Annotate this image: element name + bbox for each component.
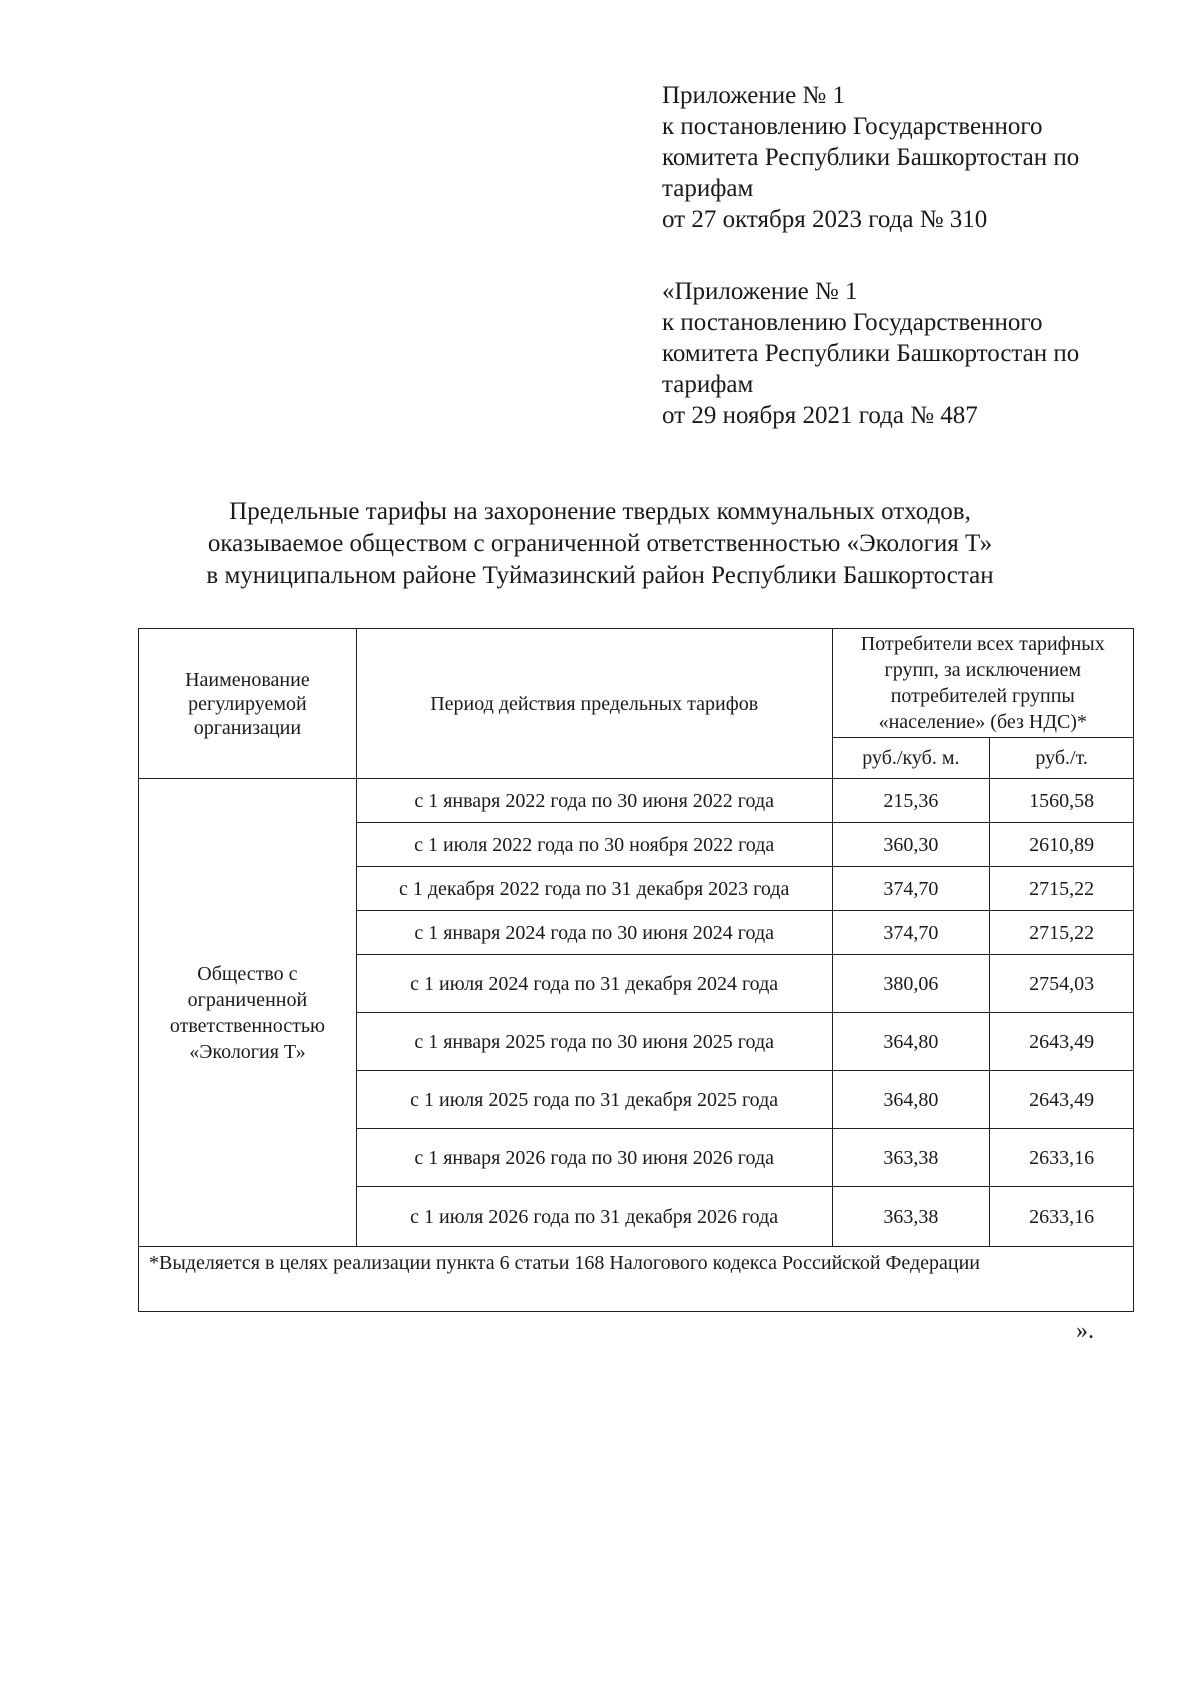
header-period: Период действия предельных тарифов: [356, 629, 832, 779]
title-line: оказываемое обществом с ограниченной ответственностью «Экология Т»: [207, 530, 993, 557]
header-organization: Наименование регулируемой организации: [139, 629, 357, 779]
tariff-volume-cell: 374,70: [832, 911, 990, 955]
tariff-volume-cell: 215,36: [832, 779, 990, 823]
annex-line: комитета Республики Башкортостан по: [662, 144, 1080, 171]
tariff-weight-cell: 2754,03: [990, 955, 1134, 1013]
period-cell: с 1 июля 2024 года по 31 декабря 2024 года: [356, 955, 832, 1013]
annex-line: к постановлению Государственного: [662, 113, 1043, 140]
footnote-row: [139, 1247, 1134, 1312]
table-row: [139, 779, 1134, 823]
tariff-volume-cell: 364,80: [832, 1013, 990, 1071]
tariff-volume-cell: 380,06: [832, 955, 990, 1013]
period-cell: с 1 января 2025 года по 30 июня 2025 года: [356, 1013, 832, 1071]
header-unit-weight: руб./т.: [990, 738, 1134, 779]
period-cell: с 1 декабря 2022 года по 31 декабря 2023 года: [356, 867, 832, 911]
annex-line: от 27 октября 2023 года № 310: [662, 206, 988, 233]
tariff-weight-cell: 2633,16: [990, 1129, 1134, 1187]
period-cell: с 1 января 2026 года по 30 июня 2026 года: [356, 1129, 832, 1187]
annex-line: тарифам: [662, 175, 754, 202]
header-consumers: Потребители всех тарифных групп, за исключением потребителей группы «население» (без НДС)*: [832, 629, 1133, 738]
annex-line: Приложение № 1: [662, 82, 846, 109]
tariff-weight-cell: 2715,22: [990, 867, 1134, 911]
table-header-row: [139, 629, 1134, 738]
annex-line: комитета Республики Башкортостан по: [662, 340, 1080, 367]
tariff-weight-cell: 2643,49: [990, 1013, 1134, 1071]
closing-quote-mark: ».: [1076, 1318, 1094, 1344]
tariff-weight-cell: 2633,16: [990, 1187, 1134, 1247]
tariff-volume-cell: 363,38: [832, 1187, 990, 1247]
tariff-volume-cell: 374,70: [832, 867, 990, 911]
annex-header-previous: [662, 276, 1162, 431]
annex-line: к постановлению Государственного: [662, 309, 1043, 336]
tariff-volume-cell: 363,38: [832, 1129, 990, 1187]
title-line: Предельные тарифы на захоронение твердых коммунальных отходов,: [229, 498, 971, 525]
tariff-weight-cell: 2610,89: [990, 823, 1134, 867]
annex-header-current: [662, 80, 1162, 235]
tariff-weight-cell: 1560,58: [990, 779, 1134, 823]
annex-line: тарифам: [662, 371, 754, 398]
tariff-table: [138, 628, 1134, 1312]
document-title: [60, 496, 1140, 592]
tariff-volume-cell: 360,30: [832, 823, 990, 867]
tariff-weight-cell: 2643,49: [990, 1071, 1134, 1129]
title-line: в муниципальном районе Туймазинский район Республики Башкортостан: [206, 562, 994, 589]
tariff-volume-cell: 364,80: [832, 1071, 990, 1129]
period-cell: с 1 января 2024 года по 30 июня 2024 года: [356, 911, 832, 955]
period-cell: с 1 июля 2022 года по 30 ноября 2022 года: [356, 823, 832, 867]
tariff-weight-cell: 2715,22: [990, 911, 1134, 955]
footnote: *Выделяется в целях реализации пункта 6 статьи 168 Налогового кодекса Российской Федерации: [139, 1247, 1134, 1312]
header-unit-volume: руб./куб. м.: [832, 738, 990, 779]
annex-line: «Приложение № 1: [662, 278, 858, 305]
period-cell: с 1 июля 2026 года по 31 декабря 2026 года: [356, 1187, 832, 1247]
period-cell: с 1 января 2022 года по 30 июня 2022 года: [356, 779, 832, 823]
annex-line: от 29 ноября 2021 года № 487: [662, 402, 978, 429]
period-cell: с 1 июля 2025 года по 31 декабря 2025 года: [356, 1071, 832, 1129]
organization-name: Общество с ограниченной ответственностью «Экология Т»: [139, 779, 357, 1247]
